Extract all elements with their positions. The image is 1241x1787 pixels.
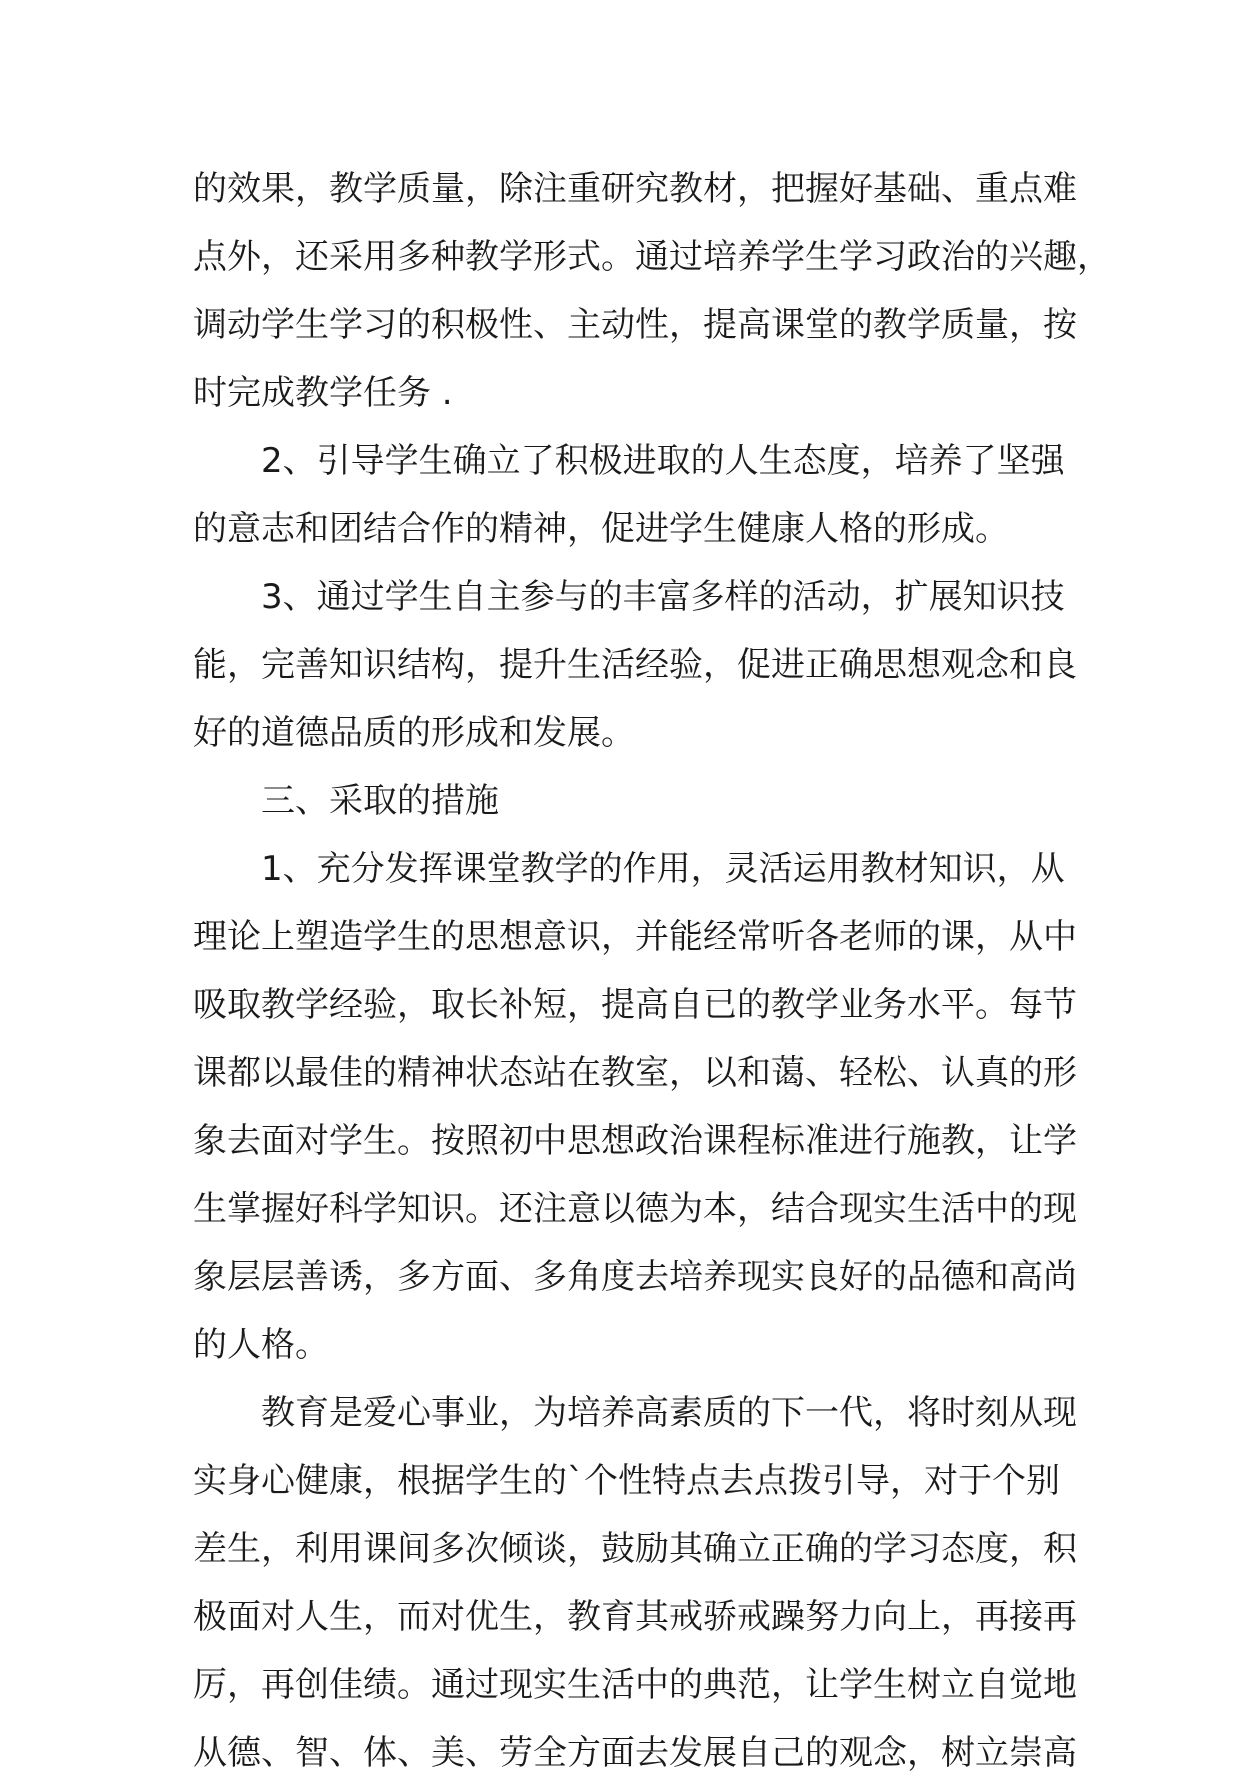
text-line: 能，完善知识结构，提升生活经验，促进正确思想观念和良 — [193, 645, 1077, 685]
text-line: 2、引导学生确立了积极进取的人生态度，培养了坚强 — [261, 441, 1065, 481]
text-line: 好的道德品质的形成和发展。 — [193, 713, 635, 753]
text-line: 的效果，教学质量，除注重研究教材，把握好基础、重点难 — [193, 169, 1077, 209]
text-line: 点外，还采用多种教学形式。通过培养学生学习政治的兴趣， — [193, 237, 1111, 277]
text-line: 3、通过学生自主参与的丰富多样的活动，扩展知识技 — [261, 577, 1065, 617]
text-line: 从德、智、体、美、劳全方面去发展自己的观念，树立崇高 — [193, 1733, 1077, 1773]
text-line: 厉，再创佳绩。通过现实生活中的典范，让学生树立自觉地 — [193, 1665, 1077, 1705]
text-line: 教育是爱心事业，为培养高素质的下一代，将时刻从现 — [261, 1393, 1077, 1433]
text-line: 课都以最佳的精神状态站在教室，以和蔼、轻松、认真的形 — [193, 1053, 1077, 1093]
text-line: 实身心健康，根据学生的`个性特点去点拨引导，对于个别 — [193, 1461, 1060, 1501]
text-line: 调动学生学习的积极性、主动性，提高课堂的教学质量，按 — [193, 305, 1077, 345]
section-heading: 三、采取的措施 — [261, 781, 499, 821]
text-line: 极面对人生，而对优生，教育其戒骄戒躁努力向上，再接再 — [193, 1597, 1077, 1637]
text-line: 的人格。 — [193, 1325, 329, 1365]
text-line: 理论上塑造学生的思想意识，并能经常听各老师的课，从中 — [193, 917, 1077, 957]
text-line: 差生，利用课间多次倾谈，鼓励其确立正确的学习态度，积 — [193, 1529, 1077, 1569]
text-line: 吸取教学经验，取长补短，提高自已的教学业务水平。每节 — [193, 985, 1077, 1025]
text-line: 象层层善诱，多方面、多角度去培养现实良好的品德和高尚 — [193, 1257, 1077, 1297]
text-line: 象去面对学生。按照初中思想政治课程标准进行施教，让学 — [193, 1121, 1077, 1161]
text-line: 1、充分发挥课堂教学的作用，灵活运用教材知识，从 — [261, 849, 1065, 889]
document-body — [193, 155, 1111, 1787]
text-line: 的意志和团结合作的精神，促进学生健康人格的形成。 — [193, 509, 1009, 549]
text-line: 生掌握好科学知识。还注意以德为本，结合现实生活中的现 — [193, 1189, 1077, 1229]
text-line: 时完成教学任务 . — [193, 373, 453, 413]
